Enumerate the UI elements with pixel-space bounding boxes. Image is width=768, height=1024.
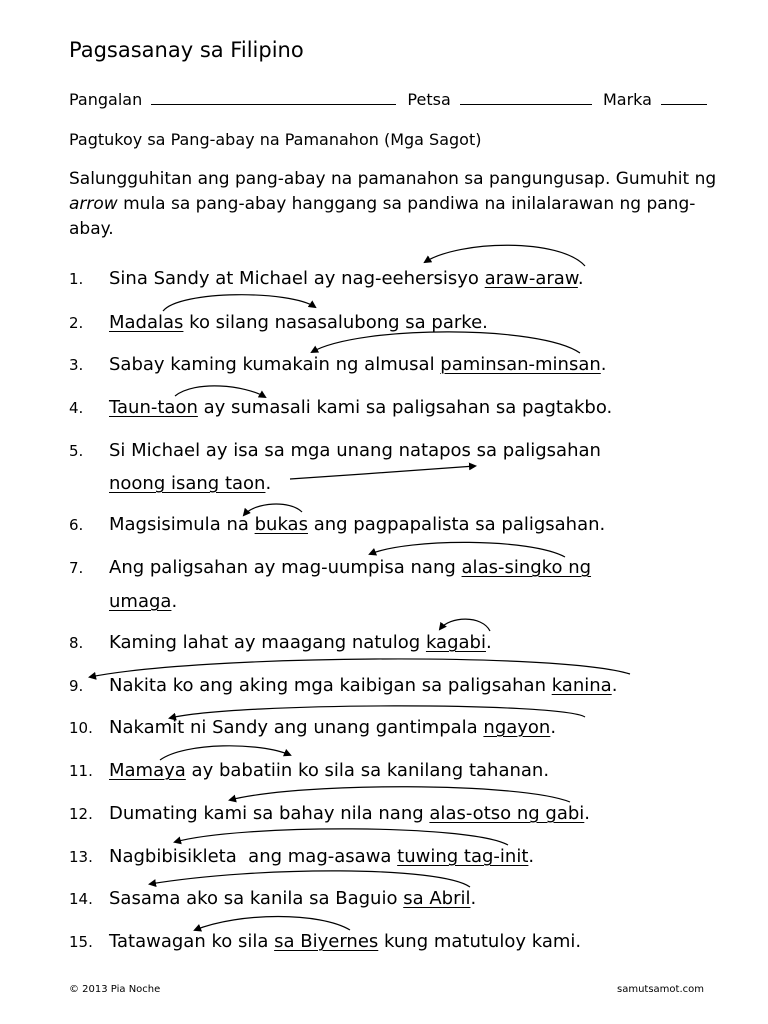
item-number: 4. [69, 399, 84, 417]
sentence-text: kung matutuloy kami. [378, 931, 582, 952]
exercise-item-14 [69, 888, 476, 909]
sentence-text: . [171, 591, 178, 612]
adverb-answer: Taun-taon [109, 397, 198, 418]
exercise-item-5 [69, 440, 601, 461]
date-blank[interactable] [460, 88, 592, 105]
sentence-text: . [584, 803, 591, 824]
sentence-text: ko silang nasasalubong sa parke. [183, 312, 488, 333]
adverb-answer: araw-araw [484, 268, 578, 289]
exercise-item-11 [69, 760, 549, 781]
adverb-answer: Mamaya [109, 760, 186, 781]
arrow-8 [440, 619, 490, 631]
sentence-text: . [611, 675, 618, 696]
arrow-5 [290, 466, 475, 479]
sentence-text: Nakamit ni Sandy ang unang gantimpala [109, 717, 484, 738]
name-blank[interactable] [151, 88, 396, 105]
site-link[interactable]: samutsamot.com [617, 984, 704, 995]
arrow-14 [150, 871, 470, 887]
adverb-answer: ngayon [483, 717, 551, 738]
exercise-item-4 [69, 397, 612, 418]
sentence-text: ay babatiin ko sila sa kanilang tahanan. [185, 760, 550, 781]
page-title: Pagsasanay sa Filipino [69, 38, 304, 62]
adverb-answer: umaga [109, 591, 172, 612]
item-number: 11. [69, 762, 93, 780]
sentence-text: Sasama ako sa kanila sa Baguio [109, 888, 404, 909]
instructions-text-1: Salungguhitan ang pang-abay na pamanahon sa pangungusap. Gumuhit ng [69, 169, 717, 189]
sentence-text: . [550, 717, 557, 738]
adverb-answer: Madalas [109, 312, 184, 333]
item-number: 14. [69, 890, 93, 908]
exercise-item-12 [69, 803, 590, 824]
exercise-item-7 [69, 557, 591, 578]
adverb-answer: tuwing tag-init [397, 846, 529, 867]
arrow-11 [160, 746, 290, 760]
arrow-13 [175, 829, 508, 845]
item-number: 1. [69, 270, 84, 288]
date-label: Petsa [407, 90, 451, 109]
adverb-answer: kagabi [425, 632, 486, 653]
sentence-text: Dumating kami sa bahay nila nang [109, 803, 430, 824]
sentence-text: . [528, 846, 535, 867]
adverb-answer: alas-singko ng [461, 557, 592, 578]
adverb-answer: kanina [551, 675, 612, 696]
adverb-answer: paminsan-minsan [440, 354, 601, 375]
item-number: 2. [69, 314, 84, 332]
item-number: 6. [69, 516, 84, 534]
sentence-text: . [485, 632, 492, 653]
adverb-answer: sa Biyernes [274, 931, 379, 952]
sentence-text: Kaming lahat ay maagang natulog [109, 632, 426, 653]
sentence-text: Tatawagan ko sila [109, 931, 275, 952]
exercise-item-3 [69, 354, 607, 375]
item-number: 7. [69, 559, 84, 577]
exercise-item-1 [69, 268, 584, 289]
instructions-text-2: mula sa pang-abay hanggang sa pandiwa na inilalarawan ng pang-abay. [69, 194, 696, 239]
exercise-item-13 [69, 846, 534, 867]
item-number: 5. [69, 442, 84, 460]
sentence-text: ay sumasali kami sa paligsahan sa pagtakbo. [197, 397, 613, 418]
item-number: 15. [69, 933, 93, 951]
adverb-answer: alas-otso ng gabi [429, 803, 585, 824]
arrow-2 [163, 295, 315, 311]
copyright-text: © 2013 Pia Noche [69, 984, 161, 995]
exercise-item-9 [69, 675, 617, 696]
worksheet-subtitle: Pagtukoy sa Pang-abay na Pamanahon (Mga Sagot) [69, 130, 482, 149]
sentence-text: Ang paligsahan ay mag-uumpisa nang [109, 557, 462, 578]
item-number: 9. [69, 677, 84, 695]
score-blank[interactable] [661, 88, 707, 105]
item-number: 10. [69, 719, 93, 737]
adverb-answer: noong isang taon [109, 473, 266, 494]
item-number: 12. [69, 805, 93, 823]
sentence-text: Sabay kaming kumakain ng almusal [109, 354, 441, 375]
item-number: 8. [69, 634, 84, 652]
arrow-12 [230, 787, 570, 802]
sentence-text: . [600, 354, 607, 375]
sentence-text: . [577, 268, 584, 289]
instructions [69, 167, 729, 242]
exercise-item-6 [69, 514, 605, 535]
score-label: Marka [602, 90, 652, 109]
sentence-text: ang pagpapalista sa paligsahan. [307, 514, 606, 535]
exercise-item-15 [69, 931, 581, 952]
item-number: 13. [69, 848, 93, 866]
name-label: Pangalan [69, 90, 143, 109]
sentence-text: Si Michael ay isa sa mga unang natapos sa paligsahan [109, 440, 601, 461]
arrow-7 [370, 542, 565, 557]
exercise-item-10 [69, 717, 556, 738]
sentence-text: Nagbibisikleta ang mag-asawa [109, 846, 398, 867]
sentence-text: . [265, 473, 272, 494]
arrow-15 [195, 917, 350, 931]
adverb-answer: sa Abril [403, 888, 471, 909]
sentence-text: Nakita ko ang aking mga kaibigan sa paligsahan [109, 675, 552, 696]
arrow-1 [425, 245, 585, 266]
sentence-text: Magsisimula na [109, 514, 255, 535]
student-info-line [69, 88, 729, 109]
instructions-emphasis: arrow [69, 194, 118, 214]
arrow-3 [312, 332, 580, 353]
sentence-text: . [470, 888, 477, 909]
sentence-text: Sina Sandy at Michael ay nag-eehersisyo [109, 268, 485, 289]
arrow-4 [175, 386, 265, 397]
adverb-answer: bukas [254, 514, 308, 535]
item-number: 3. [69, 356, 84, 374]
exercise-item-2 [69, 312, 488, 333]
exercise-item-8 [69, 632, 492, 653]
